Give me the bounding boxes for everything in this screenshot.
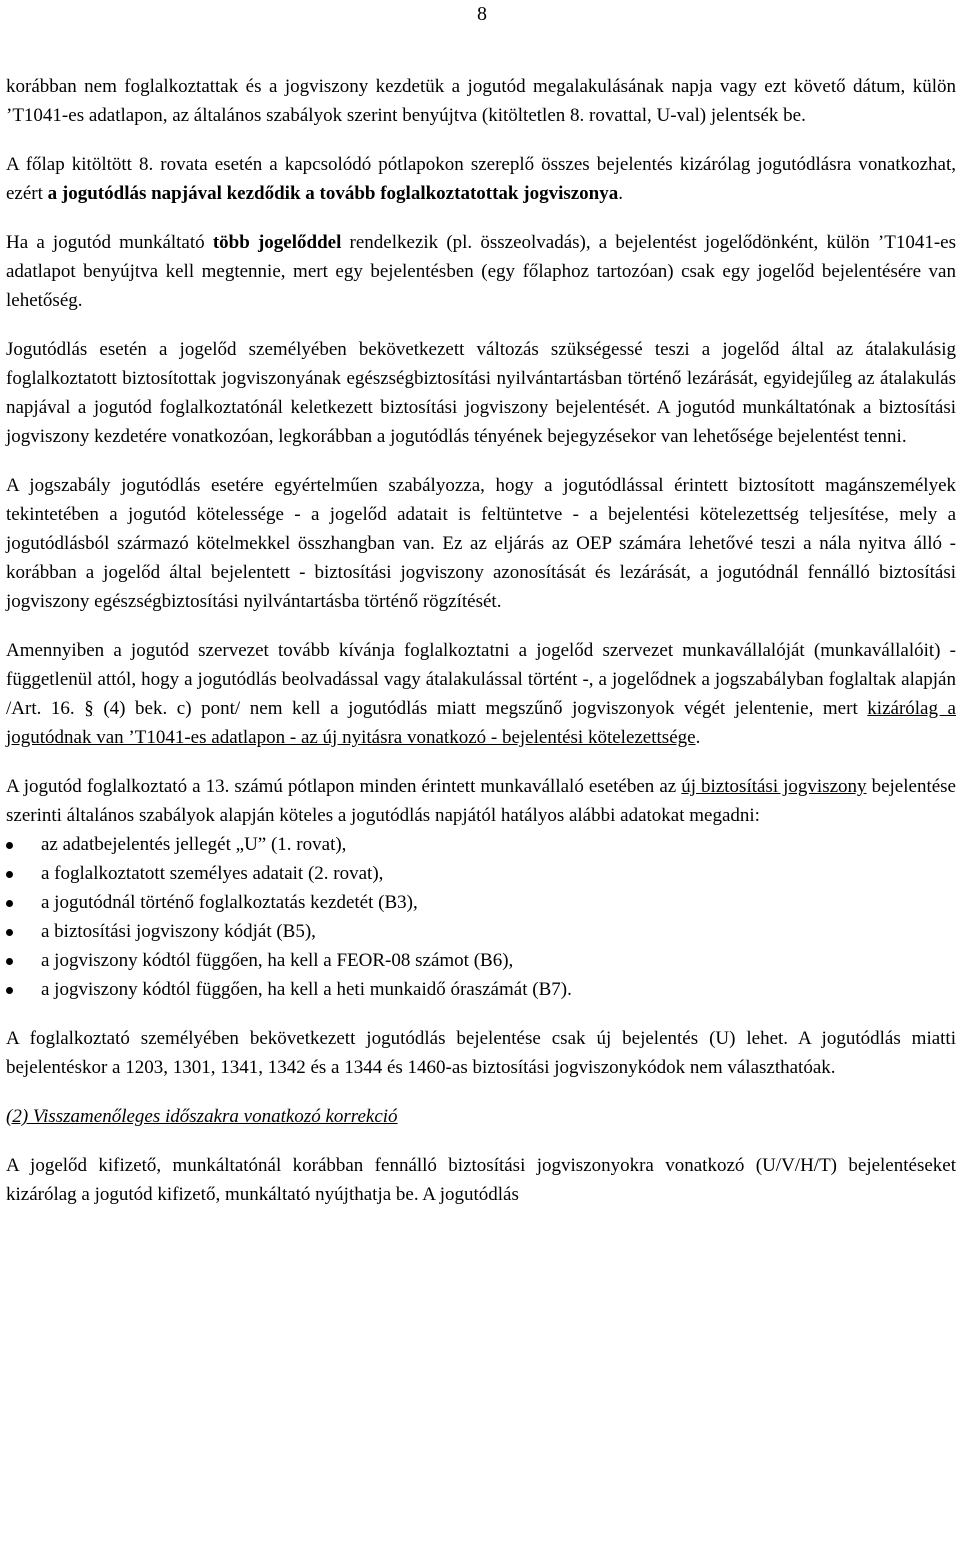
paragraph-6-underlined: kizárólag a jogutódnak van ’T1041-es adatlapon - az új nyitásra vonatkozó - bejelentési kötelezettsége [6, 698, 956, 748]
list-item-text: a jogviszony kódtól függően, ha kell a heti munkaidő óraszámát (B7). [41, 979, 572, 1000]
bullet-icon [6, 871, 13, 878]
bullet-icon [6, 842, 13, 849]
bullet-icon [6, 987, 13, 994]
paragraph-8: A foglalkoztató személyében bekövetkezett jogutódlás bejelentése csak új bejelentés (U) lehet. A jogutódlás miatti bejelentéskor a 1203, 1301, 1341, 1342 és a 1344 és 1460-as biztosítási jogviszonykódok nem választhatóak. [6, 1028, 956, 1078]
bullet-icon [6, 958, 13, 965]
section-sign: § [84, 698, 94, 719]
bullet-icon [6, 929, 13, 936]
paragraph-6-middle: (4) bek. c) pont/ nem kell a jogutódlás miatt megszűnő jogviszonyok végét jelentenie, mert [93, 698, 868, 719]
list-item-text: a biztosítási jogviszony kódját (B5), [41, 921, 316, 942]
paragraph-2-bold: a jogutódlás napjával kezdődik a tovább foglalkoztatottak jogviszonya [47, 183, 619, 204]
list-item [6, 859, 956, 888]
list-item [6, 888, 956, 917]
paragraph-5: A jogszabály jogutódlás esetére egyértelműen szabályozza, hogy a jogutódlással érintett biztosított magánszemélyek tekintetében a jogutód kötelessége - a jogelőd adatait is feltüntetve - a bejelentési kötelezettség teljesítése, mely a jogutódlásból származó kötelmekkel összhangban van. Ez az eljárás az OEP számára lehetővé teszi a nála nyitva álló - korábban a jogelőd által bejelentett - biztosítási jogviszony azonosítását és lezárását, a jogutódnál fennálló biztosítási jogviszony egészségbiztosítási nyilvántartásba történő rögzítését. [6, 475, 956, 612]
list-item-text: az adatbejelentés jellegét „U” (1. rovat), [41, 834, 347, 855]
paragraph-2 [6, 150, 956, 208]
paragraph-2-text: A főlap kitöltött 8. rovata esetén a kapcsolódó pótlapokon szereplő összes bejelentés kizárólag jogutódlásra vonatkozhat, ezért [6, 154, 956, 204]
paragraph-7 [6, 772, 956, 830]
list-item [6, 917, 956, 946]
document-body [6, 72, 956, 1229]
bullet-list [6, 830, 956, 1004]
page-number: 8 [477, 3, 487, 25]
paragraph-3-end: rendelkezik (pl. összeolvadás), a bejelentést jogelődönként, külön ’T1041-es adatlapot benyújtva kell megtennie, mert egy bejelentésben (egy főlaphoz tartozóan) csak egy jogelőd bejelentésére van lehetőség. [6, 232, 956, 311]
paragraph-4: Jogutódlás esetén a jogelőd személyében bekövetkezett változás szükségessé teszi a jogelőd által az átalakulásig foglalkoztatott biztosítottak jogviszonyának egészségbiztosítási nyilvántartásban történő lezárását, egyidejűleg az átalakulás napjával a jogutód foglalkoztatónál keletkezett biztosítási jogviszony bejelentését. A jogutód munkáltatónak a biztosítási jogviszony kezdetére vonatkozóan, legkorábban a jogutódlás tényének bejegyzésekor van lehetősége bejelentést tenni. [6, 339, 956, 447]
paragraph-7-text: A jogutód foglalkoztató a 13. számú pótlapon minden érintett munkavállaló esetében az [6, 776, 682, 797]
paragraph-9: A jogelőd kifizető, munkáltatónál korábban fennálló biztosítási jogviszonyokra vonatkozó (U/V/H/T) bejelentéseket kizárólag a jogutód kifizető, munkáltató nyújthatja be. A jogutódlás [6, 1155, 956, 1205]
paragraph-6 [6, 636, 956, 752]
section-heading: (2) Visszamenőleges időszakra vonatkozó korrekció [6, 1106, 398, 1127]
paragraph-3 [6, 228, 956, 315]
paragraph-6-text: Amennyiben a jogutód szervezet tovább kívánja foglalkoztatni a jogelőd szervezet munkavállalóját (munkavállalóit) - függetlenül attól, hogy a jogutódlás beolvadással vagy átalakulással történt -, a jogelődnek a jogszabályban foglaltak alapján /Art. 16. [6, 640, 956, 719]
paragraph-3-text: Ha a jogutód munkáltató [6, 232, 213, 253]
list-item [6, 830, 956, 859]
paragraph-2-end: . [618, 183, 623, 204]
list-item-text: a jogutódnál történő foglalkoztatás kezdetét (B3), [41, 892, 418, 913]
list-item-text: a jogviszony kódtól függően, ha kell a FEOR-08 számot (B6), [41, 950, 514, 971]
paragraph-6-end: . [695, 727, 701, 748]
paragraph-7-end: bejelentése szerinti általános szabályok alapján köteles a jogutódlás napjától hatályos alábbi adatokat megadni: [6, 776, 956, 826]
paragraph-7-underlined: új biztosítási jogviszony [681, 776, 867, 797]
list-item [6, 975, 956, 1004]
paragraph-1: korábban nem foglalkoztattak és a jogviszony kezdetük a jogutód megalakulásának napja vagy ezt követő dátum, külön ’T1041-es adatlapon, az általános szabályok szerint benyújtva (kitöltetlen 8. rovattal, U-val) jelentsék be. [6, 76, 956, 126]
list-item [6, 946, 956, 975]
bullet-icon [6, 900, 13, 907]
list-item-text: a foglalkoztatott személyes adatait (2. rovat), [41, 863, 384, 884]
paragraph-3-bold: több jogelőddel [212, 232, 342, 253]
